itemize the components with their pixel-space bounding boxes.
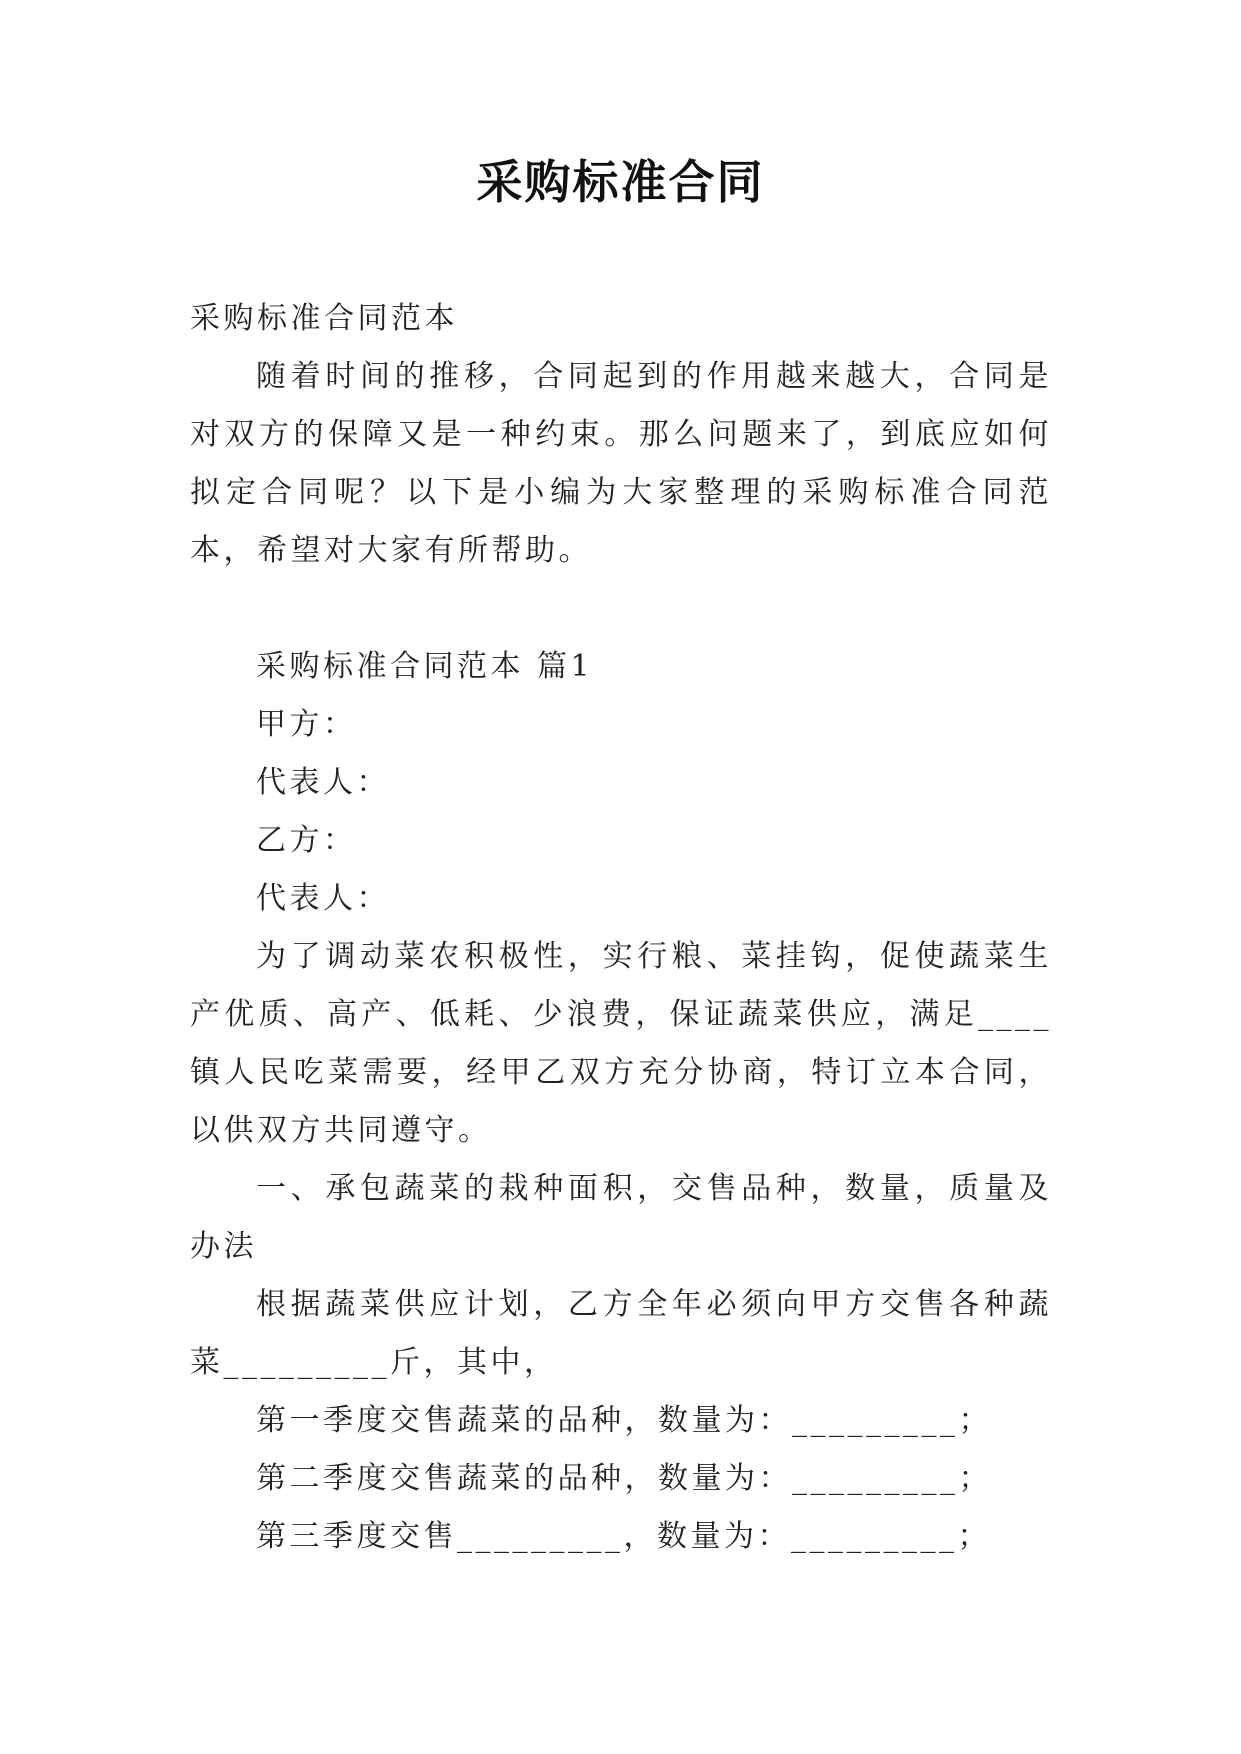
party-b-representative-line: 代表人： — [256, 881, 390, 916]
clause1-heading: 一、承包蔬菜的栽种面积，交售品种，数量，质量及办法 — [190, 1171, 1052, 1264]
preamble-paragraph: 为了调动菜农积极性，实行粮、菜挂钩，促使蔬菜生产优质、高产、低耗、少浪费，保证蔬菜供应，满足____镇人民吃菜需要，经甲乙双方充分协商，特订立本合同，以供双方共同遵守。 — [190, 939, 1052, 1148]
party-a-representative-line: 代表人： — [256, 765, 390, 800]
quarter2-line: 第二季度交售蔬菜的品种，数量为：_________； — [256, 1461, 992, 1496]
intro-paragraph: 随着时间的推移，合同起到的作用越来越大，合同是对双方的保障又是一种约束。那么问题来了，到底应如何拟定合同呢？以下是小编为大家整理的采购标准合同范本，希望对大家有所帮助。 — [190, 359, 1052, 568]
clause1-body: 根据蔬菜供应计划，乙方全年必须向甲方交售各种蔬菜_________斤，其中， — [190, 1287, 1052, 1380]
intro-paragraph-block — [190, 348, 1052, 580]
party-b-line: 乙方： — [256, 823, 357, 858]
quarter1-line: 第一季度交售蔬菜的品种，数量为：_________； — [256, 1403, 992, 1438]
party-a-line: 甲方： — [256, 707, 357, 742]
document-subtitle — [190, 290, 1052, 348]
document-title: 采购标准合同 — [476, 155, 765, 209]
section-heading: 采购标准合同范本 篇1 — [256, 649, 594, 684]
subtitle-text: 采购标准合同范本 — [190, 301, 458, 336]
contract-section — [190, 638, 1052, 1566]
quarter3-line: 第三季度交售_________，数量为：_________； — [256, 1519, 991, 1554]
